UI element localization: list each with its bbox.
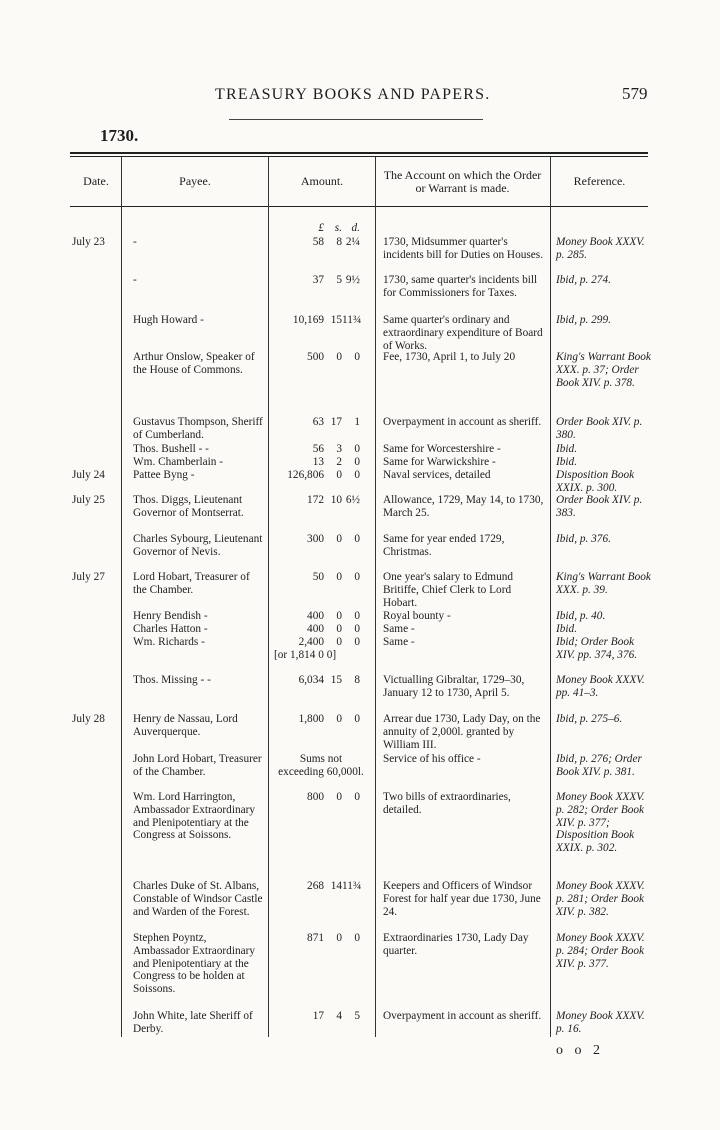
entry-account: Same quarter's ordinary and extraordinary expenditure of Board of Works.	[383, 314, 543, 352]
entry-account: Allowance, 1729, May 14, to 1730, March 25.	[383, 494, 544, 519]
entry-reference: Ibid.	[556, 623, 578, 635]
entry-amount-text: Sums not exceeding 60,000l.	[278, 753, 364, 778]
entry-reference: Money Book XXXV. p. 16.	[556, 1010, 645, 1035]
unit-pence: d.	[351, 222, 360, 234]
entry-amount: 2,400 0 0 [or 1,814 0 0]	[270, 636, 374, 662]
entry-account: Overpayment in account as sheriff.	[383, 416, 542, 428]
running-header	[0, 86, 720, 110]
entry-payee: -	[133, 236, 137, 248]
entry-payee: Thos. Diggs, Lieutenant Governor of Montserrat.	[133, 494, 244, 519]
entry-reference: King's Warrant Book XXX. p. 37; Order Book XIV. p. 378.	[556, 351, 651, 389]
entry-reference: Ibid, p. 275–6.	[556, 713, 623, 725]
entry-payee: Stephen Poyntz, Ambassador Extraordinary and Plenipotentiary at the Congress to be holden at Soissons.	[133, 932, 256, 996]
entry-payee: Charles Duke of St. Albans, Constable of Windsor Castle and Warden of the Forest.	[133, 880, 263, 918]
entry-amount: 871 0 0	[307, 932, 360, 944]
entry-payee: John Lord Hobart, Treasurer of the Chamber.	[133, 753, 262, 778]
entry-account: Same for Worcestershire -	[383, 443, 501, 455]
column-header-amount: Amount.	[300, 174, 344, 188]
entry-amount: 400 0 0	[307, 610, 360, 622]
entry-reference: Ibid, p. 276; Order Book XIV. p. 381.	[556, 753, 642, 778]
column-header-date: Date.	[83, 174, 109, 188]
column-divider	[375, 157, 376, 1037]
entry-amount: 63 17 1	[312, 416, 360, 428]
entry-payee: Pattee Byng -	[133, 469, 195, 481]
entry-date: July 25	[72, 494, 105, 506]
entry-reference: Money Book XXXV. p. 282; Order Book XIV. p. 377; Disposition Book XXIX. p. 302.	[556, 791, 645, 855]
entry-amount: 400 0 0	[307, 623, 360, 635]
entry-amount: 56 3 0	[312, 443, 360, 455]
entry-account: Arrear due 1730, Lady Day, on the annuity of 2,000l. granted by William III.	[383, 713, 541, 751]
column-header-reference: Reference.	[573, 174, 626, 188]
entry-reference: Order Book XIV. p. 383.	[556, 494, 643, 519]
lsd-units	[270, 222, 374, 235]
entry-payee: John White, late Sheriff of Derby.	[133, 1010, 253, 1035]
entry-account: Keepers and Officers of Windsor Forest for half year due 1730, June 24.	[383, 880, 541, 918]
entry-payee: -	[133, 274, 137, 286]
entry-payee: Charles Hatton -	[133, 623, 208, 635]
column-divider	[121, 157, 122, 1037]
entry-account: Same -	[383, 623, 415, 635]
entry-payee: Wm. Richards -	[133, 636, 205, 648]
entry-payee: Thos. Missing - -	[133, 674, 211, 686]
column-divider	[550, 157, 551, 1037]
column-divider	[268, 157, 269, 1037]
entry-reference: Ibid; Order Book XIV. pp. 374, 376.	[556, 636, 638, 661]
year-heading: 1730.	[100, 126, 139, 145]
entry-reference: Money Book XXXV. p. 281; Order Book XIV. p. 382.	[556, 880, 645, 918]
entry-amount: 172 10 6½	[307, 494, 360, 506]
entry-account: Same for year ended 1729, Christmas.	[383, 533, 505, 558]
entry-amount: 268 14 11¾	[307, 880, 362, 892]
unit-shillings: s.	[334, 222, 342, 234]
entry-amount: 10,169 15 11¾	[292, 314, 362, 326]
entry-account: Two bills of extraordinaries, detailed.	[383, 791, 511, 816]
entry-payee: Henry Bendish -	[133, 610, 208, 622]
entry-payee: Gustavus Thompson, Sheriff of Cumberland.	[133, 416, 263, 441]
entry-payee: Wm. Chamberlain -	[133, 456, 224, 468]
entry-payee: Charles Sybourg, Lieutenant Governor of Nevis.	[133, 533, 263, 558]
entry-amount: 1,800 0 0	[298, 713, 360, 725]
entry-account: 1730, same quarter's incidents bill for Commissioners for Taxes.	[383, 274, 538, 299]
unit-pounds: £	[318, 222, 324, 234]
entry-reference: Ibid.	[556, 456, 578, 468]
entry-date: July 23	[72, 236, 105, 248]
entry-amount: 17 4 5	[312, 1010, 360, 1022]
page-number: 579	[622, 84, 648, 103]
entry-reference: Order Book XIV. p. 380.	[556, 416, 643, 441]
entry-account: Same -	[383, 636, 415, 648]
entry-account: One year's salary to Edmund Britiffe, Chief Clerk to Lord Hobart.	[383, 571, 514, 609]
alternate-amount: [or 1,814 0 0]	[274, 648, 337, 661]
entry-reference: Ibid.	[556, 443, 578, 455]
entry-date: July 27	[72, 571, 105, 583]
entry-payee: Wm. Lord Harrington, Ambassador Extraordinary and Plenipotentiary at the Congress at Soissons.	[133, 791, 256, 842]
entry-reference: King's Warrant Book XXX. p. 39.	[556, 571, 651, 596]
entry-payee: Hugh Howard -	[133, 314, 204, 326]
entry-reference: Money Book XXXV. pp. 41–3.	[556, 674, 645, 699]
entry-reference: Ibid, p. 274.	[556, 274, 611, 286]
running-title: TREASURY BOOKS AND PAPERS.	[215, 86, 491, 103]
entry-amount: 13 2 0	[312, 456, 360, 468]
entry-account: 1730, Midsummer quarter's incidents bill for Duties on Houses.	[383, 236, 544, 261]
entry-account: Fee, 1730, April 1, to July 20	[383, 351, 516, 363]
entry-account: Victualling Gibraltar, 1729–30, January 12 to 1730, April 5.	[383, 674, 525, 699]
entry-reference: Ibid, p. 299.	[556, 314, 611, 326]
entry-reference: Money Book XXXV. p. 285.	[556, 236, 645, 261]
entry-amount: 126,806 0 0	[287, 469, 360, 481]
entry-payee: Henry de Nassau, Lord Auverquerque.	[133, 713, 238, 738]
entry-amount: 6,034 15 8	[298, 674, 360, 686]
entry-payee: Lord Hobart, Treasurer of the Chamber.	[133, 571, 250, 596]
entry-reference: Disposition Book XXIX. p. 300.	[556, 469, 635, 494]
header-rule	[229, 119, 483, 120]
entry-account: Overpayment in account as sheriff.	[383, 1010, 542, 1022]
printer-signature: o o 2	[556, 1043, 604, 1058]
entry-date: July 24	[72, 469, 105, 481]
entry-payee: Thos. Bushell - -	[133, 443, 209, 455]
entry-amount: 800 0 0	[307, 791, 360, 803]
entry-account: Extraordinaries 1730, Lady Day quarter.	[383, 932, 529, 957]
entry-reference: Money Book XXXV. p. 284; Order Book XIV. p. 377.	[556, 932, 645, 970]
entry-account: Same for Warwickshire -	[383, 456, 496, 468]
column-header-account: The Account on which the Order or Warrant is made.	[383, 167, 542, 195]
entry-amount: 58 8 2¼	[312, 236, 360, 248]
entry-account: Royal bounty -	[383, 610, 451, 622]
table-header-rule	[70, 206, 648, 207]
entry-date: July 28	[72, 713, 105, 725]
entry-amount: 500 0 0	[307, 351, 360, 363]
entry-amount: 50 0 0	[312, 571, 360, 583]
entry-reference: Ibid, p. 40.	[556, 610, 606, 622]
column-header-payee: Payee.	[179, 174, 211, 188]
entry-account: Service of his office -	[383, 753, 481, 765]
entry-reference: Ibid, p. 376.	[556, 533, 611, 545]
entry-payee: Arthur Onslow, Speaker of the House of Commons.	[133, 351, 255, 376]
entry-amount: 300 0 0	[307, 533, 360, 545]
entry-amount: 37 5 9½	[312, 274, 360, 286]
entry-account: Naval services, detailed	[383, 469, 491, 481]
